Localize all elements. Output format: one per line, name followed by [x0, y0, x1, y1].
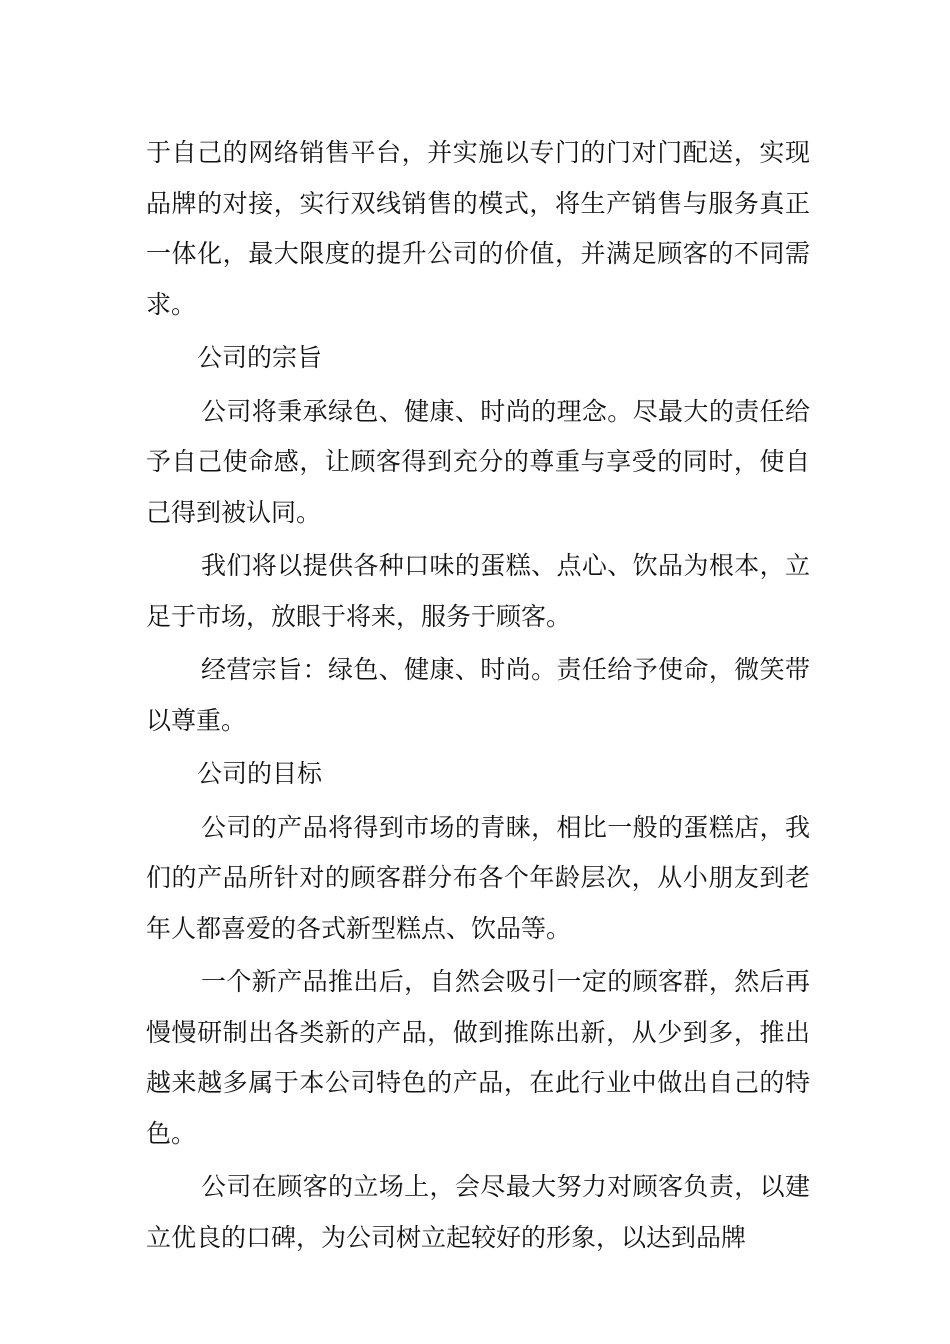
paragraph-mission-3: 经营宗旨：绿色、健康、时尚。责任给予使命，微笑带以尊重。 — [146, 655, 810, 735]
paragraph-goals-1: 公司的产品将得到市场的青睐，相比一般的蛋糕店，我们的产品所针对的顾客群分布各个年龄层次，从小朋友到老年人都喜爱的各式新型糕点、饮品等。 — [146, 812, 810, 943]
paragraph-continued: 于自己的网络销售平台，并实施以专门的门对门配送，实现品牌的对接，实行双线销售的模式，将生产销售与服务真正一体化，最大限度的提升公司的价值，并满足顾客的不同需求。 — [146, 138, 810, 319]
paragraph-goals-2: 一个新产品推出后，自然会吸引一定的顾客群，然后再慢慢研制出各类新的产品，做到推陈出新，从少到多，推出越来越多属于本公司特色的产品，在此行业中做出自己的特色。 — [146, 967, 810, 1148]
section-heading-goals: 公司的目标 — [197, 759, 323, 788]
paragraph-mission-2: 我们将以提供各种口味的蛋糕、点心、饮品为根本，立足于市场，放眼于将来，服务于顾客。 — [146, 551, 810, 631]
document-body — [146, 128, 810, 1266]
paragraph-goals-3: 公司在顾客的立场上，会尽最大努力对顾客负责，以建立优良的口碑，为公司树立起较好的形象，以达到品牌 — [146, 1172, 810, 1252]
section-heading-mission: 公司的宗旨 — [197, 343, 323, 372]
paragraph-mission-1: 公司将秉承绿色、健康、时尚的理念。尽最大的责任给予自己使命感，让顾客得到充分的尊重与享受的同时，使自己得到被认同。 — [146, 396, 810, 527]
